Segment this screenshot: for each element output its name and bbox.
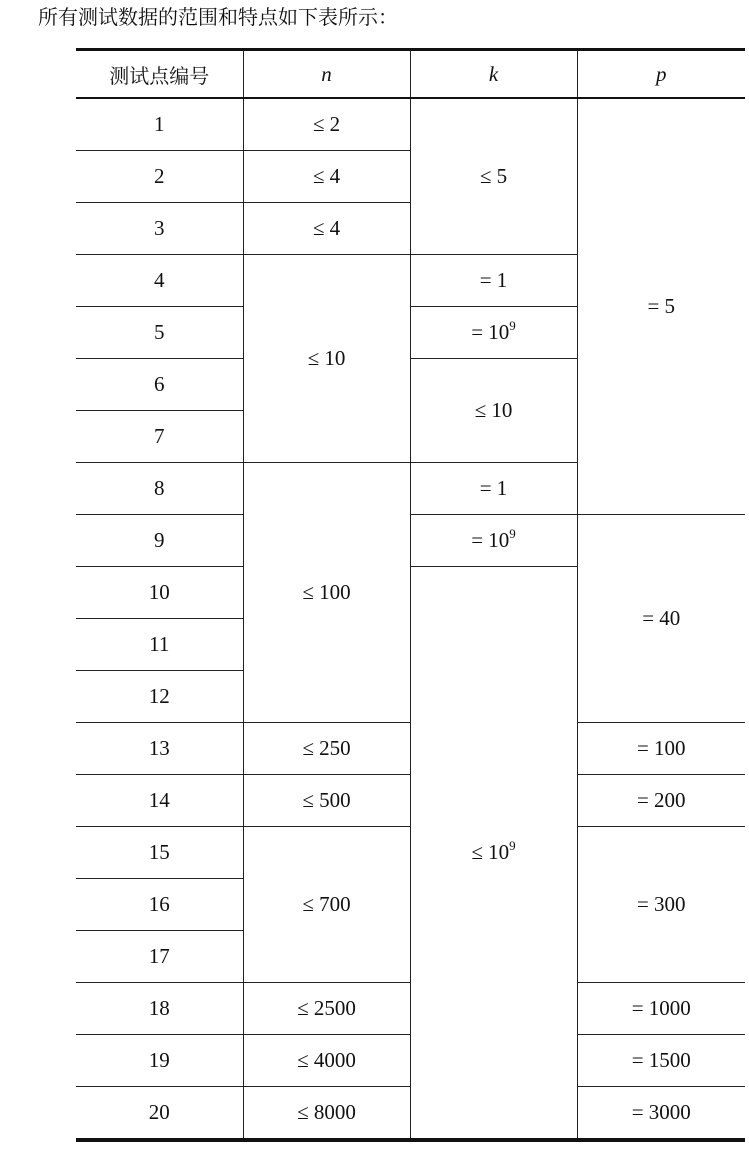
k-cell: = 1 [410,463,577,515]
test-id-cell: 19 [76,1035,243,1087]
test-data-table [76,48,745,1142]
p-cell: = 200 [577,775,745,827]
n-cell: ≤ 500 [243,775,410,827]
test-id-cell: 16 [76,879,243,931]
k-base: ≤ 10 [471,840,510,864]
header-test-id: 测试点编号 [76,50,243,99]
n-cell: ≤ 10 [243,255,410,463]
p-cell: = 100 [577,723,745,775]
test-id-cell: 11 [76,619,243,671]
k-cell [410,307,577,359]
n-cell: ≤ 4000 [243,1035,410,1087]
n-cell: ≤ 4 [243,203,410,255]
table-row [76,515,745,567]
k-cell: ≤ 5 [410,98,577,255]
k-base: = 10 [471,528,510,552]
n-cell: ≤ 2 [243,98,410,151]
k-exponent: 9 [509,318,516,333]
k-base: = 10 [471,320,510,344]
test-id-cell: 14 [76,775,243,827]
p-cell: = 40 [577,515,745,723]
test-id-cell: 4 [76,255,243,307]
n-cell: ≤ 100 [243,463,410,723]
k-cell: = 1 [410,255,577,307]
header-row [76,50,745,99]
test-id-cell: 15 [76,827,243,879]
p-cell: = 5 [577,98,745,515]
header-k: k [410,50,577,99]
k-cell [410,567,577,1141]
test-id-cell: 20 [76,1087,243,1141]
test-id-cell: 9 [76,515,243,567]
p-cell: = 3000 [577,1087,745,1141]
n-cell: ≤ 8000 [243,1087,410,1141]
intro-text: 所有测试数据的范围和特点如下表所示： [38,5,398,29]
k-exponent: 9 [509,838,516,853]
test-id-cell: 2 [76,151,243,203]
header-n: n [243,50,410,99]
test-id-cell: 8 [76,463,243,515]
k-cell: ≤ 10 [410,359,577,463]
test-id-cell: 18 [76,983,243,1035]
test-id-cell: 7 [76,411,243,463]
n-cell: ≤ 4 [243,151,410,203]
test-id-cell: 5 [76,307,243,359]
n-cell: ≤ 2500 [243,983,410,1035]
p-cell: = 1000 [577,983,745,1035]
test-id-cell: 10 [76,567,243,619]
p-cell: = 1500 [577,1035,745,1087]
k-exponent: 9 [509,526,516,541]
n-cell: ≤ 250 [243,723,410,775]
test-id-cell: 6 [76,359,243,411]
table-row [76,98,745,151]
test-id-cell: 17 [76,931,243,983]
test-id-cell: 3 [76,203,243,255]
p-cell: = 300 [577,827,745,983]
test-id-cell: 13 [76,723,243,775]
k-cell [410,515,577,567]
test-id-cell: 12 [76,671,243,723]
n-cell: ≤ 700 [243,827,410,983]
test-id-cell: 1 [76,98,243,151]
header-p: p [577,50,745,99]
